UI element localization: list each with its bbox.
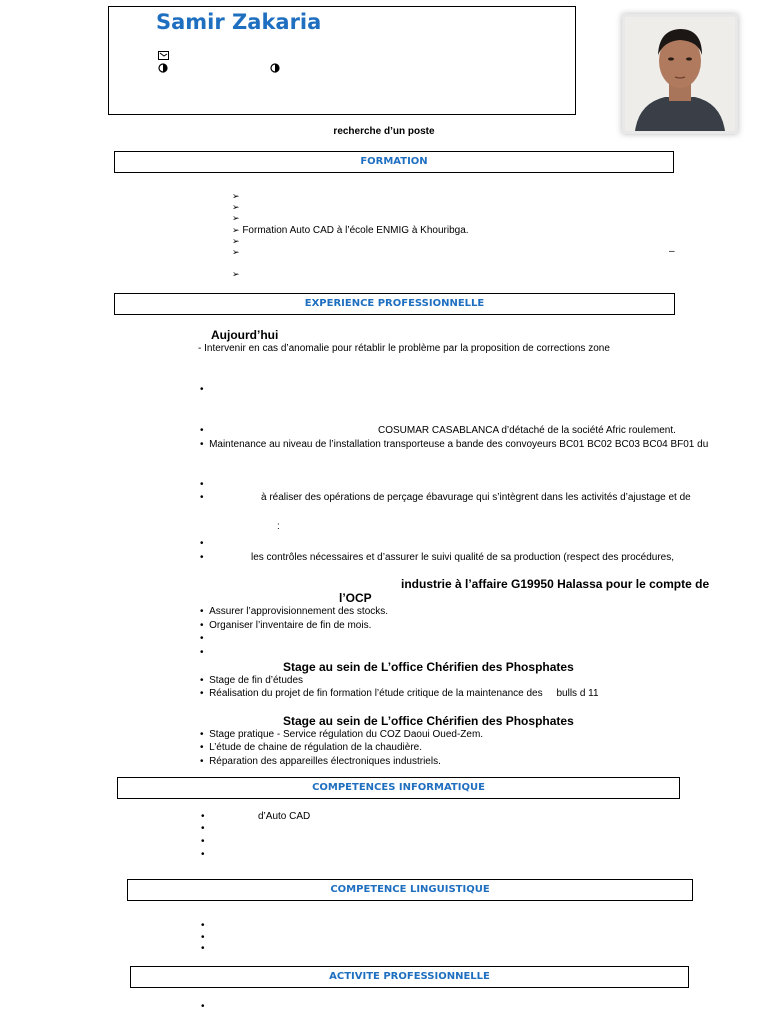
list-item: - Intervenir en cas d’anomalie pour rétablir le problème par la proposition de corrections zone <box>198 343 610 354</box>
list-item: • <box>200 633 210 644</box>
section-experience: EXPERIENCE PROFESSIONNELLE <box>114 293 675 315</box>
list-item: à réaliser des opérations de perçage ébavurage qui s’intègrent dans les activités d’ajustage et de <box>261 492 691 503</box>
bullet-icon: • <box>200 492 204 503</box>
colon-mark: : <box>277 521 280 532</box>
job-heading-cont: l’OCP <box>339 591 372 605</box>
bullet-icon: • <box>200 425 204 436</box>
phone-icon <box>158 63 168 76</box>
section-activite-professionnelle: ACTIVITE PROFESSIONNELLE <box>130 966 689 988</box>
stage-heading: Stage au sein de L’office Chérifien des Phosphates <box>283 714 574 728</box>
list-item <box>232 268 240 281</box>
list-item: • <box>201 823 211 834</box>
bullet-icon: • <box>200 552 204 563</box>
list-item: • <box>201 849 211 860</box>
list-item: • <box>201 1001 211 1012</box>
bullet-icon: • <box>200 538 204 549</box>
profile-photo <box>622 14 738 134</box>
list-item: • <box>201 836 211 847</box>
job-objective: recherche d’un poste <box>333 126 435 137</box>
list-item: • Assurer l’approvisionnement des stocks. <box>200 606 389 617</box>
arrow-bullet-icon: ➢ <box>232 191 240 201</box>
arrow-bullet-icon: ➢ <box>232 236 240 246</box>
phone-icon <box>270 63 280 76</box>
section-competence-linguistique: COMPETENCE LINGUISTIQUE <box>127 879 693 901</box>
list-item <box>232 246 240 259</box>
list-item: • Réalisation du projet de fin formation l’étude critique de la maintenance des bulls d 11 <box>200 688 599 699</box>
job-company: COSUMAR CASABLANCA d’détaché de la société Afric roulement. <box>378 425 676 436</box>
list-item: • Réparation des appareilles électroniques industriels. <box>200 756 441 767</box>
list-item: • <box>201 920 211 931</box>
arrow-bullet-icon: ➢ <box>232 202 240 212</box>
envelope-icon <box>158 51 169 63</box>
bullet-icon: • <box>200 479 204 490</box>
dash-mark: – <box>669 246 675 257</box>
job-heading: industrie à l’affaire G19950 Halassa pour le compte de <box>401 577 710 591</box>
bullet-icon: • <box>200 384 204 395</box>
list-item: d’Auto CAD <box>258 811 311 822</box>
candidate-name: Samir Zakaria <box>156 10 322 34</box>
arrow-bullet-icon: ➢ <box>232 269 240 279</box>
list-item: ➢ Formation Auto CAD à l’école ENMIG à Khouribga. <box>232 225 469 236</box>
arrow-bullet-icon: ➢ <box>232 213 240 223</box>
bullet-icon: • <box>201 811 205 822</box>
section-formation: FORMATION <box>114 151 674 173</box>
list-item: • Stage pratique - Service régulation du COZ Daoui Oued-Zem. <box>200 729 484 740</box>
arrow-bullet-icon: ➢ <box>232 225 240 235</box>
section-competences-informatique: COMPETENCES INFORMATIQUE <box>117 777 680 799</box>
experience-today-heading: Aujourd’hui <box>211 328 279 342</box>
list-item: • <box>201 932 211 943</box>
list-item: • Maintenance au niveau de l’installation transporteuse a bande des convoyeurs BC01 BC02 BC03 BC04 BF01 du <box>200 439 709 450</box>
list-item: les contrôles nécessaires et d’assurer le suivi qualité de sa production (respect des procédures, <box>251 552 674 563</box>
list-item: • Organiser l’inventaire de fin de mois. <box>200 620 372 631</box>
list-item: • L’étude de chaine de régulation de la chaudière. <box>200 742 423 753</box>
list-item: • Stage de fin d’études <box>200 675 304 686</box>
arrow-bullet-icon: ➢ <box>232 247 240 257</box>
list-item: • <box>201 943 211 954</box>
list-item: • <box>200 647 210 658</box>
stage-heading: Stage au sein de L’office Chérifien des Phosphates <box>283 660 574 674</box>
